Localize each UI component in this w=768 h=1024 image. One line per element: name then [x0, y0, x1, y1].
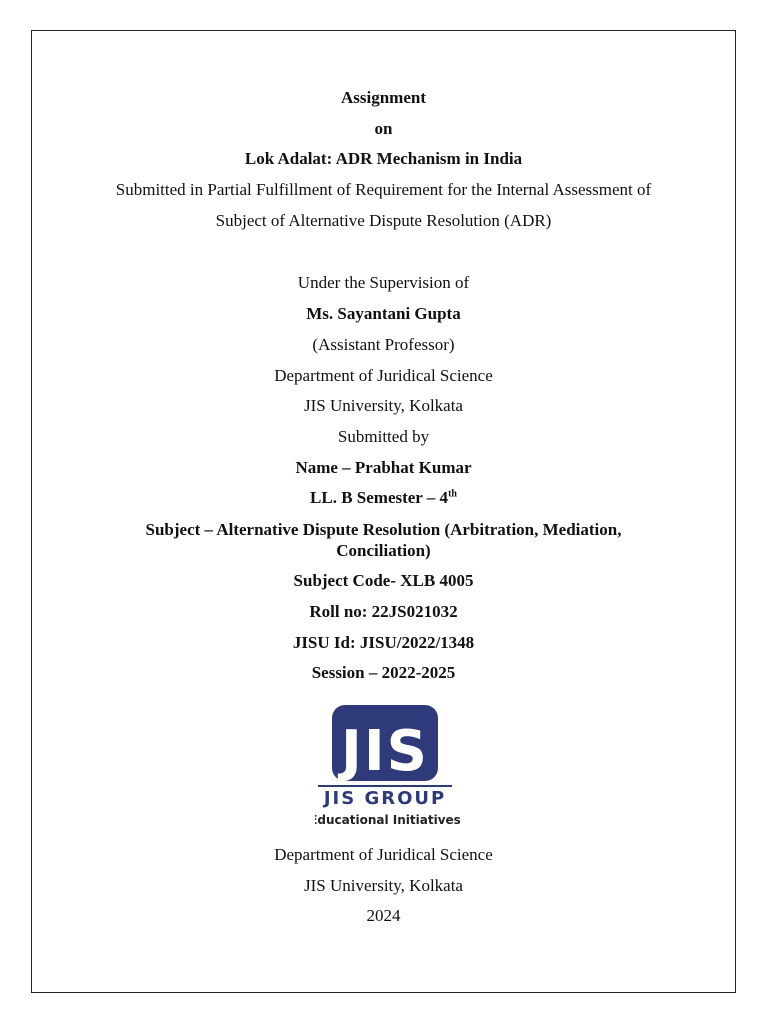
jisu-id: JISU Id: JISU/2022/1348 [292, 633, 475, 652]
student-name: Name – Prabhat Kumar [295, 458, 472, 477]
on-word: on [374, 119, 393, 138]
footer-department: Department of Juridical Science [274, 845, 493, 864]
logo-group-name: JIS GROUP [323, 788, 447, 809]
student-semester [31, 488, 736, 508]
semester-suffix: th [448, 488, 457, 500]
supervisor-name: Ms. Sayantani Gupta [306, 304, 461, 323]
assignment-heading: Assignment [340, 88, 426, 107]
supervisor-department: Department of Juridical Science [274, 366, 493, 385]
logo-tagline: Educational Initiatives [315, 813, 460, 827]
logo-mark: JIS [340, 719, 430, 784]
supervision-intro: Under the Supervision of [297, 273, 470, 292]
supervisor-designation: (Assistant Professor) [312, 335, 455, 354]
purpose-line-2: Subject of Alternative Dispute Resolution (ADR) [215, 211, 552, 230]
supervisor-university: JIS University, Kolkata [304, 396, 463, 415]
footer-year: 2024 [366, 906, 401, 925]
purpose-line-1: Submitted in Partial Fulfillment of Requirement for the Internal Assessment of [115, 180, 652, 199]
session: Session – 2022-2025 [311, 663, 456, 682]
roll-number: Roll no: 22JS021032 [309, 602, 458, 621]
submitted-by-label: Submitted by [337, 427, 430, 446]
subject-line-1: Subject – Alternative Dispute Resolution (Arbitration, Mediation, [145, 520, 622, 539]
semester-text: LL. B Semester – 4 [310, 488, 449, 507]
jis-group-logo [315, 704, 460, 828]
subject-line-2: Conciliation) [336, 541, 431, 560]
footer-university: JIS University, Kolkata [304, 876, 463, 895]
assignment-topic: Lok Adalat: ADR Mechanism in India [244, 149, 523, 168]
subject-code: Subject Code- XLB 4005 [293, 571, 474, 590]
